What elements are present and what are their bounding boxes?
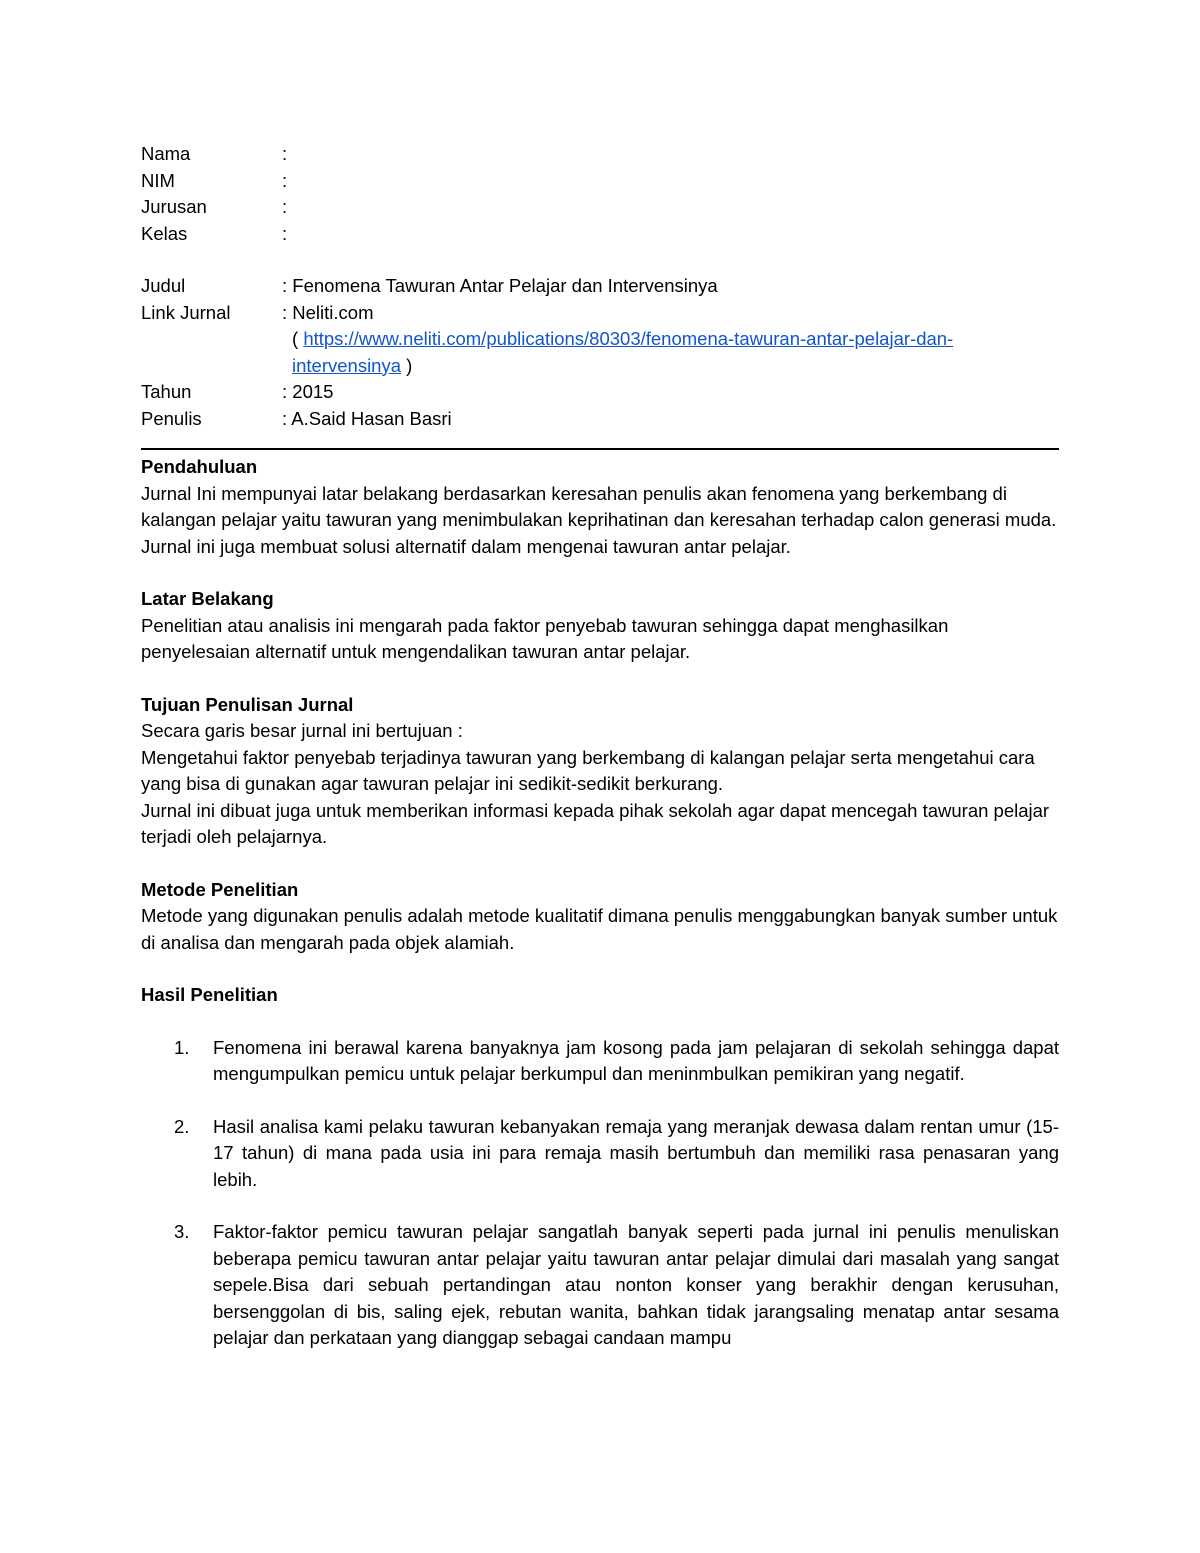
field-kelas: [141, 221, 1059, 248]
field-colon: :: [282, 169, 288, 191]
field-label: Penulis: [141, 407, 202, 429]
section-heading: Tujuan Penulisan Jurnal: [141, 693, 354, 715]
horizontal-divider: [141, 448, 1059, 450]
identity-block: [141, 141, 1059, 247]
field-colon: :: [282, 222, 288, 244]
section-body: Penelitian atau analisis ini mengarah pada faktor penyebab tawuran sehingga dapat menghasilkan penyelesaian alternatif untuk mengendalikan tawuran antar pelajar.: [141, 614, 949, 662]
section-tujuan: [141, 692, 1059, 851]
section-metode: [141, 877, 1059, 957]
field-penulis: [141, 406, 1059, 433]
field-label: Jurusan: [141, 196, 207, 217]
list-item: [141, 1035, 1059, 1088]
field-nama: [141, 141, 1059, 168]
field-label: NIM: [141, 169, 175, 191]
result-list: [141, 1035, 1059, 1352]
journal-url-link[interactable]: https://www.neliti.com/publications/80303/fenomena-tawuran-antar-pelajar-dan-: [303, 328, 954, 349]
field-label: Kelas: [141, 222, 188, 244]
field-label: Nama: [141, 143, 191, 164]
section-hasil: [141, 982, 1059, 1352]
journal-url-link-continued[interactable]: intervensinya: [292, 354, 402, 376]
section-heading: Latar Belakang: [141, 588, 274, 609]
list-item-number: 2.: [174, 1115, 190, 1137]
field-colon: :: [282, 196, 288, 217]
field-tahun: [141, 379, 1059, 406]
list-item-text: Faktor-faktor pemicu tawuran pelajar sangatlah banyak seperti pada jurnal ini penulis menuliskan beberapa pemicu tawuran antar pelajar yaitu tawuran antar pelajar dimulai dari masalah yang sangat sepele.Bisa dari sebuah pertandingan atau nonton konser yang berakhir dengan kerusuhan, bersenggolan di bis, saling ejek, rebutan wanita, bahkan tidak jarangsaling menatap antar sesama pelajar dan perkataan yang dianggap sebagai candaan mampu: [213, 1221, 1059, 1348]
section-heading: Pendahuluan: [141, 456, 258, 477]
field-judul: [141, 273, 1059, 300]
field-jurusan: [141, 194, 1059, 221]
section-body: Metode yang digunakan penulis adalah metode kualitatif dimana penulis menggabungkan banyak sumber untuk di analisa dan mengarah pada objek alamiah.: [141, 905, 1058, 953]
section-body-line: Secara garis besar jurnal ini bertujuan :: [141, 720, 463, 741]
spacer: [141, 247, 1059, 273]
field-value: : Neliti.com: [282, 301, 374, 323]
link-close-paren: ): [401, 354, 413, 376]
section-body: Jurnal Ini mempunyai latar belakang berdasarkan keresahan penulis akan fenomena yang berkembang di kalangan pelajar yaitu tawuran yang menimbulakan keprihatinan dan keresahan terhadap calon generasi muda. Jurnal ini juga membuat solusi alternatif dalam mengenai tawuran antar pelajar.: [141, 482, 1057, 557]
list-item-text: Fenomena ini berawal karena banyaknya jam kosong pada jam pelajaran di sekolah sehingga dapat mengumpulkan pemicu untuk pelajar berkumpul dan meninmbulkan pemikiran yang negatif.: [213, 1036, 1059, 1084]
list-item: [141, 1219, 1059, 1352]
field-nim: [141, 168, 1059, 195]
list-item-text: Hasil analisa kami pelaku tawuran kebanyakan remaja yang meranjak dewasa dalam rentan umur (15-17 tahun) di mana pada usia ini para remaja masih bertumbuh dan memiliki rasa penasaran yang lebih.: [213, 1115, 1059, 1190]
field-label: Tahun: [141, 381, 192, 402]
field-value: : 2015: [282, 381, 334, 402]
document-page: [141, 141, 1059, 1378]
section-body-line: Jurnal ini dibuat juga untuk memberikan informasi kepada pihak sekolah agar dapat mencegah tawuran pelajar terjadi oleh pelajarnya.: [141, 799, 1050, 847]
section-latar-belakang: [141, 586, 1059, 666]
journal-info-block: [141, 273, 1059, 432]
list-item-number: 1.: [174, 1036, 190, 1058]
section-heading: Hasil Penelitian: [141, 984, 278, 1005]
section-body-line: Mengetahui faktor penyebab terjadinya tawuran yang berkembang di kalangan pelajar serta mengetahui cara yang bisa di gunakan agar tawuran pelajar ini sedikit-sedikit berkurang.: [141, 746, 1035, 794]
field-label: Link Jurnal: [141, 301, 231, 323]
field-link-jurnal: [141, 300, 1059, 327]
field-value: : Fenomena Tawuran Antar Pelajar dan Intervensinya: [282, 275, 718, 296]
field-value: : A.Said Hasan Basri: [282, 407, 452, 429]
link-open-paren: (: [292, 328, 304, 349]
journal-link-row: [141, 326, 1059, 379]
section-pendahuluan: [141, 454, 1059, 560]
list-item-number: 3.: [174, 1221, 190, 1242]
section-heading: Metode Penelitian: [141, 878, 299, 900]
field-colon: :: [282, 143, 288, 164]
list-item: [141, 1114, 1059, 1194]
field-label: Judul: [141, 275, 186, 296]
